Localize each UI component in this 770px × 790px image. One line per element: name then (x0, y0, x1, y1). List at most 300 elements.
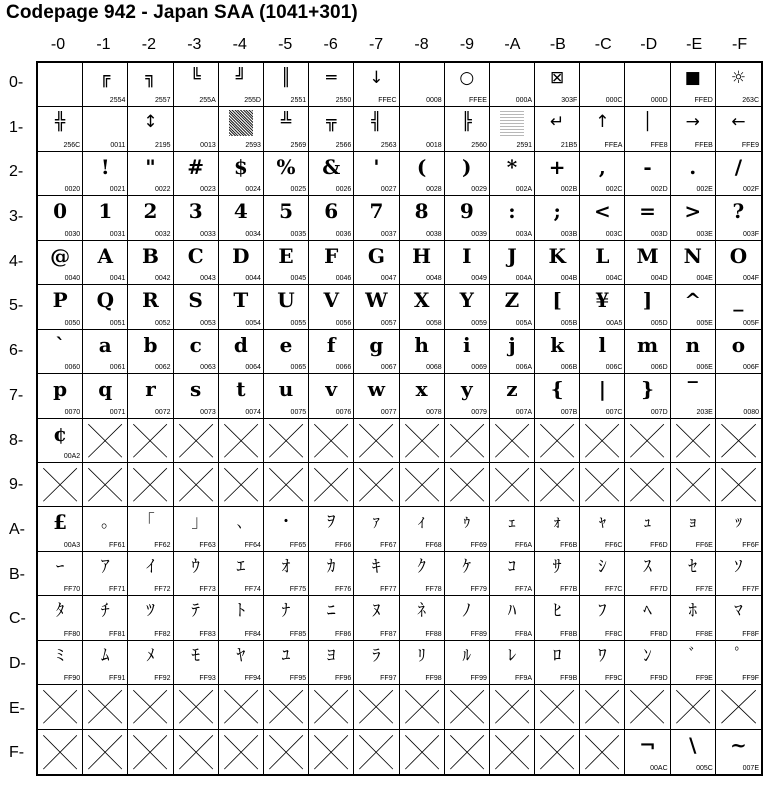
column-header: -9 (459, 36, 475, 53)
glyph: T (233, 288, 249, 313)
glyph: ｱ (101, 556, 110, 577)
cross-mark-icon (445, 685, 489, 728)
glyph: │ (642, 112, 653, 133)
unicode-code: 0043 (200, 275, 216, 283)
glyph: V (323, 288, 339, 313)
unicode-code: 006D (650, 364, 668, 372)
unicode-code: FF91 (109, 675, 126, 683)
codepoint-cell (354, 374, 399, 418)
glyph: ﾇ (372, 601, 381, 622)
codepoint-cell (83, 63, 128, 107)
glyph: 1 (98, 199, 113, 224)
cross-mark-icon (580, 463, 624, 506)
cross-mark-icon (264, 463, 308, 506)
glyph: ｷ (372, 556, 381, 577)
unicode-code: 0018 (426, 141, 442, 149)
unicode-code: FFED (694, 97, 713, 105)
cross-mark-icon (354, 685, 398, 728)
glyph: ﾚ (507, 645, 517, 666)
unicode-code: 002C (605, 186, 623, 194)
unicode-code: FF76 (334, 586, 352, 594)
cross-mark-icon (219, 463, 263, 506)
cross-mark-icon (716, 419, 761, 462)
column-header: -A (504, 36, 521, 53)
cross-mark-icon (625, 685, 669, 728)
unicode-code: 0024 (245, 186, 261, 194)
unicode-code: FF85 (289, 630, 307, 638)
unicode-code: FF6F (742, 541, 759, 549)
unicode-code: 0050 (64, 319, 81, 327)
unused-cell (128, 419, 173, 463)
unicode-code: 003A (515, 230, 533, 238)
glyph: i (462, 332, 471, 357)
cross-mark-icon (83, 730, 127, 774)
row-header: 4- (9, 252, 24, 270)
glyph: ｩ (462, 512, 472, 533)
unicode-code: 005D (650, 319, 668, 327)
codepoint-cell (580, 552, 625, 596)
unicode-code: 0038 (426, 230, 442, 238)
light-shade-glyph (500, 110, 524, 136)
glyph: ' (373, 154, 380, 179)
codepoint-cell (400, 107, 445, 151)
unicode-code: 0048 (426, 275, 442, 283)
codepoint-cell (625, 285, 670, 329)
unicode-code: FF7E (695, 586, 713, 594)
codepoint-cell (671, 596, 716, 640)
codepoint-cell (490, 596, 535, 640)
cross-mark-icon (716, 685, 761, 728)
glyph: ﾓ (191, 645, 200, 666)
codepoint-cell (83, 552, 128, 596)
glyph: ｯ (734, 512, 743, 533)
unicode-code: 0044 (245, 275, 261, 283)
codepoint-cell (445, 596, 490, 640)
codepoint-cell (716, 730, 761, 774)
codepoint-cell (400, 374, 445, 418)
unicode-code: 0054 (245, 319, 261, 327)
unused-cell (716, 419, 761, 463)
unicode-code: 2569 (290, 141, 307, 149)
unused-cell (38, 685, 83, 729)
codepoint-cell (580, 641, 625, 685)
glyph: ^ (684, 288, 702, 313)
unicode-code: FF6D (650, 541, 668, 549)
row-header: 8- (9, 431, 24, 449)
glyph: ﾎ (688, 601, 697, 622)
column-header: -6 (323, 36, 338, 53)
codepoint-cell (174, 596, 219, 640)
glyph: ﾗ (372, 645, 381, 666)
unicode-code: 0056 (335, 319, 352, 327)
codepoint-cell (671, 507, 716, 551)
codepoint-cell (535, 374, 580, 418)
unicode-code: 0033 (200, 230, 216, 238)
unused-cell (445, 730, 490, 774)
codepoint-cell (174, 507, 219, 551)
glyph: ) (462, 154, 472, 179)
unicode-code: FF9D (650, 675, 668, 683)
codepoint-cell (400, 241, 445, 285)
glyph: 2 (143, 199, 158, 224)
glyph: ﾟ (734, 645, 743, 666)
unicode-code: 005E (696, 319, 713, 327)
glyph: ｪ (507, 512, 517, 533)
cross-mark-icon (174, 419, 218, 462)
unicode-code: FF8F (742, 630, 759, 638)
unicode-code: 007E (742, 765, 759, 772)
codepoint-cell (716, 63, 761, 107)
glyph: q (98, 377, 113, 402)
unicode-code: 303F (561, 97, 578, 105)
unused-cell (83, 730, 128, 774)
codepoint-cell (83, 285, 128, 329)
unicode-code: 006C (605, 364, 623, 372)
unicode-code: 002B (560, 186, 578, 194)
glyph: ﾆ (326, 601, 336, 622)
codepoint-cell (490, 152, 535, 196)
codepoint-cell (716, 196, 761, 240)
unicode-code: 2554 (109, 97, 126, 105)
codepoint-cell (38, 419, 83, 463)
glyph: 4 (233, 199, 248, 224)
codepoint-cell (219, 330, 264, 374)
codepoint-cell (580, 507, 625, 551)
unicode-code: 2593 (245, 141, 261, 149)
glyph: £ (53, 510, 68, 535)
glyph: ｭ (643, 512, 652, 533)
unicode-code: 0063 (200, 364, 216, 372)
glyph: 6 (324, 199, 339, 224)
codepoint-cell (671, 330, 716, 374)
column-header: -0 (50, 36, 66, 53)
glyph: & (322, 154, 341, 179)
glyph: ╝ (235, 68, 246, 88)
unused-cell (354, 730, 399, 774)
glyph: ¢ (53, 421, 68, 446)
glyph: F (324, 243, 339, 268)
unused-cell (354, 463, 399, 507)
codepoint-cell (716, 152, 761, 196)
codepoint-cell (128, 152, 173, 196)
unused-cell (174, 685, 219, 729)
codepoint-cell (445, 241, 490, 285)
unicode-code: 263C (742, 97, 759, 105)
codepoint-cell (83, 241, 128, 285)
glyph: ﾂ (146, 601, 155, 622)
unused-cell (625, 685, 670, 729)
glyph: ﾒ (146, 645, 155, 666)
glyph: H (412, 243, 432, 268)
codepoint-cell (490, 107, 535, 151)
unused-cell (309, 730, 354, 774)
codepoint-cell (671, 241, 716, 285)
unicode-code: 0049 (471, 275, 487, 283)
unused-cell (580, 730, 625, 774)
cross-mark-icon (490, 463, 534, 506)
glyph: t (236, 377, 246, 402)
unused-cell (264, 419, 309, 463)
codepoint-cell (354, 330, 399, 374)
column-header: -2 (141, 36, 156, 53)
unicode-code: FF6C (604, 541, 623, 549)
codepoint-cell (354, 196, 399, 240)
unicode-code: 0034 (245, 230, 261, 238)
codepoint-cell (128, 374, 173, 418)
cross-mark-icon (38, 730, 82, 774)
unicode-code: FF95 (289, 675, 307, 683)
cross-mark-icon (128, 419, 172, 462)
glyph: ｻ (552, 556, 562, 577)
unicode-code: 006E (696, 364, 713, 372)
cross-mark-icon (309, 419, 353, 462)
unused-cell (83, 463, 128, 507)
cross-mark-icon (580, 685, 624, 728)
codepoint-cell (535, 63, 580, 107)
codepoint-cell (219, 507, 264, 551)
unused-cell (128, 685, 173, 729)
unicode-code: 0067 (380, 364, 397, 372)
glyph: D (232, 243, 250, 268)
glyph: r (145, 377, 156, 402)
codepoint-cell (580, 152, 625, 196)
codepoint-cell (309, 507, 354, 551)
unicode-code: FF83 (199, 630, 216, 638)
codepoint-cell (716, 374, 761, 418)
codepoint-cell (219, 641, 264, 685)
codepoint-cell (219, 196, 264, 240)
column-header: -C (594, 36, 612, 53)
codepoint-cell (625, 196, 670, 240)
codepoint-cell (174, 552, 219, 596)
codepoint-cell (219, 63, 264, 107)
unused-cell (309, 419, 354, 463)
codepoint-cell (580, 63, 625, 107)
unicode-code: FF94 (244, 675, 261, 683)
cross-mark-icon (445, 463, 489, 506)
glyph: % (276, 154, 296, 179)
glyph: I (462, 243, 472, 268)
glyph: z (506, 377, 518, 402)
codepoint-cell (38, 330, 83, 374)
codepoint-cell (535, 196, 580, 240)
glyph: ╠ (461, 112, 472, 133)
glyph: | (598, 377, 606, 402)
cross-mark-icon (219, 730, 263, 774)
glyph: ﾃ (191, 601, 200, 622)
unicode-code: FF88 (425, 630, 442, 638)
unicode-code: FF79 (470, 586, 487, 594)
unicode-code: 0057 (380, 319, 397, 327)
codepoint-cell (354, 152, 399, 196)
unused-cell (490, 730, 535, 774)
unicode-code: 007C (605, 408, 623, 416)
unicode-code: 203E (696, 408, 713, 416)
codepoint-cell (671, 196, 716, 240)
unicode-code: 003F (743, 230, 759, 238)
unicode-code: FFE8 (650, 141, 668, 149)
glyph: ﾑ (101, 645, 110, 666)
glyph: # (187, 154, 205, 179)
unicode-code: 2557 (154, 97, 171, 105)
glyph: f (326, 332, 336, 357)
codepoint-cell (671, 285, 716, 329)
unicode-code: FF68 (425, 541, 442, 549)
glyph: ｧ (372, 512, 381, 533)
glyph: l (598, 332, 607, 357)
codepoint-cell (219, 241, 264, 285)
codepoint-cell (445, 507, 490, 551)
glyph: X (413, 288, 430, 313)
codepoint-cell (128, 330, 173, 374)
row-header: 3- (9, 208, 24, 226)
glyph: o (731, 332, 746, 357)
unicode-code: 0060 (64, 364, 81, 372)
glyph: U (277, 288, 295, 313)
glyph: . (689, 154, 697, 179)
glyph: / (734, 154, 743, 179)
unicode-code: 0046 (335, 275, 352, 283)
glyph: ╗ (145, 68, 156, 88)
unicode-code: 0022 (154, 186, 171, 194)
glyph: [ (552, 288, 562, 313)
unicode-code: 004B (560, 275, 578, 283)
glyph: C (187, 243, 204, 268)
unicode-code: 0077 (380, 408, 397, 416)
column-header: -7 (368, 36, 384, 53)
codepoint-cell (445, 641, 490, 685)
codepoint-cell (264, 641, 309, 685)
codepoint-cell (264, 285, 309, 329)
codepoint-cell (264, 507, 309, 551)
unicode-code: FF86 (334, 630, 352, 638)
unicode-code: 000A (515, 97, 533, 105)
glyph: ｦ (326, 512, 336, 533)
glyph: A (97, 243, 114, 268)
codepoint-cell (83, 196, 128, 240)
unicode-code: 005F (743, 319, 759, 327)
glyph: } (641, 377, 654, 402)
glyph: y (460, 377, 473, 402)
glyph: ﾙ (462, 645, 472, 666)
page-title: Codepage 942 - Japan SAA (1041+301) (6, 2, 358, 23)
codepoint-cell (716, 241, 761, 285)
glyph: * (506, 154, 518, 179)
cross-mark-icon (354, 730, 398, 774)
codepoint-cell (445, 107, 490, 151)
unicode-code: 00A3 (63, 541, 81, 549)
glyph: ← (731, 112, 746, 133)
glyph: ｰ (55, 556, 65, 577)
unused-cell (174, 730, 219, 774)
cross-mark-icon (400, 419, 444, 462)
codepoint-cell (580, 330, 625, 374)
unicode-code: 0029 (471, 186, 487, 194)
unused-cell (535, 730, 580, 774)
cross-mark-icon (445, 730, 489, 774)
cross-mark-icon (264, 685, 308, 728)
codepoint-cell (309, 330, 354, 374)
row-header: 9- (9, 476, 24, 494)
unused-cell (354, 685, 399, 729)
glyph: W (365, 288, 388, 313)
unicode-code: 004F (743, 275, 759, 283)
glyph: ╦ (326, 112, 337, 133)
glyph: _ (733, 288, 744, 313)
glyph: j (508, 332, 516, 357)
cross-mark-icon (83, 419, 127, 462)
unused-cell (38, 730, 83, 774)
unicode-code: 004E (696, 275, 713, 283)
unused-cell (490, 419, 535, 463)
codepoint-cell (490, 285, 535, 329)
row-header: E- (9, 699, 25, 717)
unicode-code: FF72 (154, 586, 171, 594)
codepoint-cell (264, 241, 309, 285)
unicode-code: FF64 (244, 541, 261, 549)
unused-cell (219, 419, 264, 463)
unicode-code: 005C (696, 765, 713, 772)
codepoint-cell (490, 63, 535, 107)
cross-mark-icon (490, 685, 534, 728)
glyph: ║ (280, 68, 292, 88)
unicode-code: 0039 (471, 230, 487, 238)
glyph: ｲ (146, 556, 155, 577)
unicode-code: 0065 (290, 364, 307, 372)
glyph: ﾝ (643, 645, 652, 666)
codepoint-cell (38, 596, 83, 640)
glyph: ! (100, 154, 110, 179)
glyph: ｡ (101, 512, 110, 533)
unicode-code: 2591 (516, 141, 533, 149)
glyph: ■ (684, 68, 701, 88)
codepoint-cell (354, 107, 399, 151)
unused-cell (309, 685, 354, 729)
unicode-code: FF77 (380, 586, 397, 594)
codepoint-cell (174, 330, 219, 374)
unused-cell (400, 730, 445, 774)
glyph: { (550, 377, 564, 402)
codepoint-cell (400, 285, 445, 329)
codepoint-cell (219, 152, 264, 196)
codepoint-cell (535, 152, 580, 196)
glyph: ﾊ (507, 601, 517, 622)
unused-cell (490, 685, 535, 729)
codepoint-cell (264, 374, 309, 418)
glyph: E (278, 243, 294, 268)
glyph: ｺ (507, 556, 517, 577)
glyph: ═ (326, 68, 337, 88)
codepoint-cell (490, 641, 535, 685)
glyph: ↓ (369, 68, 384, 88)
codepoint-cell (400, 152, 445, 196)
unicode-code: 003C (605, 230, 623, 238)
unused-cell (535, 419, 580, 463)
glyph: s (190, 377, 202, 402)
glyph: ﾅ (281, 601, 291, 622)
cross-mark-icon (174, 463, 218, 506)
unicode-code: 255D (244, 97, 261, 105)
glyph: M (636, 243, 659, 268)
glyph: ｴ (236, 556, 246, 577)
cross-mark-icon (671, 685, 715, 728)
codepoint-cell (535, 330, 580, 374)
unicode-code: 004D (650, 275, 668, 283)
unused-cell (535, 685, 580, 729)
codepoint-cell (83, 641, 128, 685)
glyph: ; (553, 199, 561, 224)
glyph: , (598, 154, 606, 179)
